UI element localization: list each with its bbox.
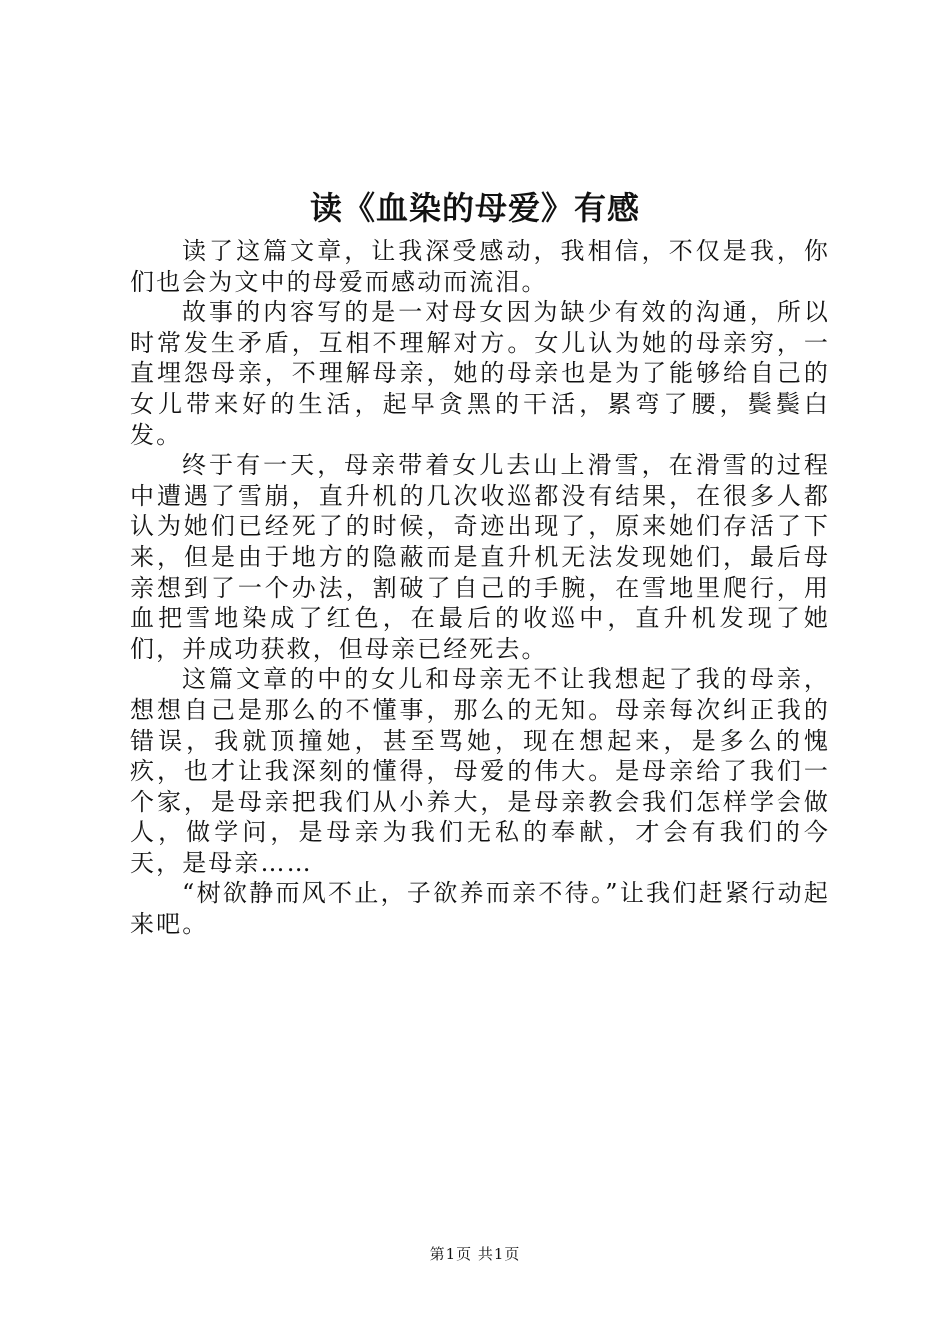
paragraph: “树欲静而风不止，子欲养而亲不待。”让我们赶紧行动起来吧。 (130, 879, 830, 939)
paragraph: 读了这篇文章，让我深受感动，我相信，不仅是我，你们也会为文中的母爱而感动而流泪。 (130, 237, 830, 296)
paragraph: 这篇文章的中的女儿和母亲无不让我想起了我的母亲，想想自己是那么的不懂事，那么的无知。母亲每次纠正我的错误，我就顶撞她，甚至骂她，现在想起来，是多么的愧疚，也才让我深刻的懂得，母爱的伟大。是母亲给了我们一个家，是母亲把我们从小养大，是母亲教会我们怎样学会做人，做学问，是母亲为我们无私的奉献，才会有我们的今天，是母亲…… (130, 665, 830, 877)
document-title: 读《血染的母爱》有感 (309, 189, 640, 227)
document-body (130, 236, 830, 940)
page-footer: 第1页 共1页 (429, 1245, 521, 1263)
paragraph: 故事的内容写的是一对母女因为缺少有效的沟通，所以时常发生矛盾，互相不理解对方。女儿认为她的母亲穷，一直埋怨母亲，不理解母亲，她的母亲也是为了能够给自己的女儿带来好的生活，起早贪黑的干活，累弯了腰，鬓鬓白发。 (130, 298, 830, 449)
paragraph: 终于有一天，母亲带着女儿去山上滑雪，在滑雪的过程中遭遇了雪崩，直升机的几次收巡都没有结果，在很多人都认为她们已经死了的时候，奇迹出现了，原来她们存活了下来，但是由于地方的隐蔽而是直升机无法发现她们，最后母亲想到了一个办法，割破了自己的手腕，在雪地里爬行，用血把雪地染成了红色，在最后的收巡中，直升机发现了她们，并成功获救，但母亲已经死去。 (130, 451, 830, 663)
